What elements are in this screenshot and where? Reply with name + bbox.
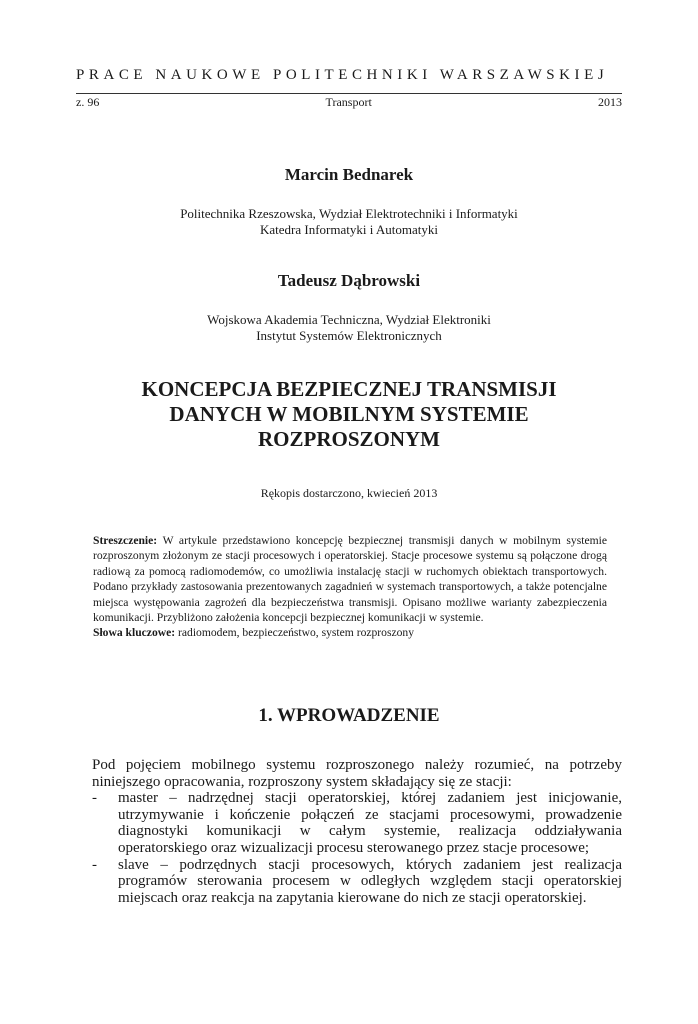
affiliation-line: Instytut Systemów Elektronicznych [256,328,442,343]
affiliation-line: Wojskowa Akademia Techniczna, Wydział Elektroniki [207,312,491,327]
received-date: Rękopis dostarczono, kwiecień 2013 [260,486,438,500]
keywords-text: radiomodem, bezpieczeństwo, system rozproszony [175,626,415,640]
author-affiliation [0,312,698,344]
paper-title [0,377,698,452]
series-name: Transport [325,95,372,109]
section-heading: 1. WPROWADZENIE [258,705,440,726]
list-dash: - [92,790,97,807]
affiliation-line: Katedra Informatyki i Automatyki [260,222,438,237]
list-item [92,790,622,856]
list-item-text: master – nadrzędnej stacji operatorskiej, której zadaniem jest inicjowanie, utrzymywanie i kończenie połączeń ze stacjami procesowymi, prowadzenie diagnostyki komunikacji w całym systemie, realizacja oddziaływania operatorskiego oraz wizualizacji procesu sterowanego przez stacje procesowe; [118,790,622,856]
author-name: Marcin Bednarek [284,165,414,184]
intro-paragraph: Pod pojęciem mobilnego systemu rozproszonego należy rozumieć, na potrzeby niniejszego opracowania, rozproszony system składający się ze stacji: [92,757,622,790]
station-list [92,790,622,906]
journal-name: PRACE NAUKOWE POLITECHNIKI WARSZAWSKIEJ [76,67,609,83]
author-affiliation [0,206,698,238]
publication-year: 2013 [598,95,622,109]
author-name: Tadeusz Dąbrowski [277,271,421,290]
journal-meta-row [76,93,622,110]
abstract-text: W artykule przedstawiono koncepcję bezpiecznej transmisji danych w mobilnym systemie rozproszonym złożonym ze stacji procesowych i operatorskiej. Stacje procesowe systemu są połączone drogą radiową za pomocą radiomodemów, co umożliwia instalację stacji w ruchomych obiektach transportowych. Podano przykłady zastosowania prezentowanych zagadnień w systemach transportowych, a także potencjalne miejsca występowania zagrożeń dla bezpieczeństwa transmisji. Opisano możliwe warianty zabezpieczenia komunikacji. Przybliżono założenia koncepcji bezpiecznej komunikacji w systemie. [93,534,607,625]
section-body [92,757,622,906]
affiliation-line: Politechnika Rzeszowska, Wydział Elektrotechniki i Informatyki [180,206,518,221]
abstract-label: Streszczenie: [93,534,158,547]
abstract [93,533,607,641]
title-line: DANYCH W MOBILNYM SYSTEMIE [169,402,529,426]
list-item [92,857,622,907]
list-dash: - [92,856,97,873]
abstract-paragraph [93,533,607,625]
title-line: KONCEPCJA BEZPIECZNEJ TRANSMISJI [141,377,557,401]
keywords-paragraph [93,625,607,640]
list-item-text: slave – podrzędnych stacji procesowych, których zadaniem jest realizacja programów sterowania procesem w odległych względem stacji operatorskiej miejscach oraz reakcja na zapytania kierowane do nich ze stacji operatorskiej. [118,856,622,906]
volume-number: z. 96 [76,95,100,109]
keywords-label: Słowa kluczowe: [93,626,176,640]
title-line: ROZPROSZONYM [257,427,440,451]
